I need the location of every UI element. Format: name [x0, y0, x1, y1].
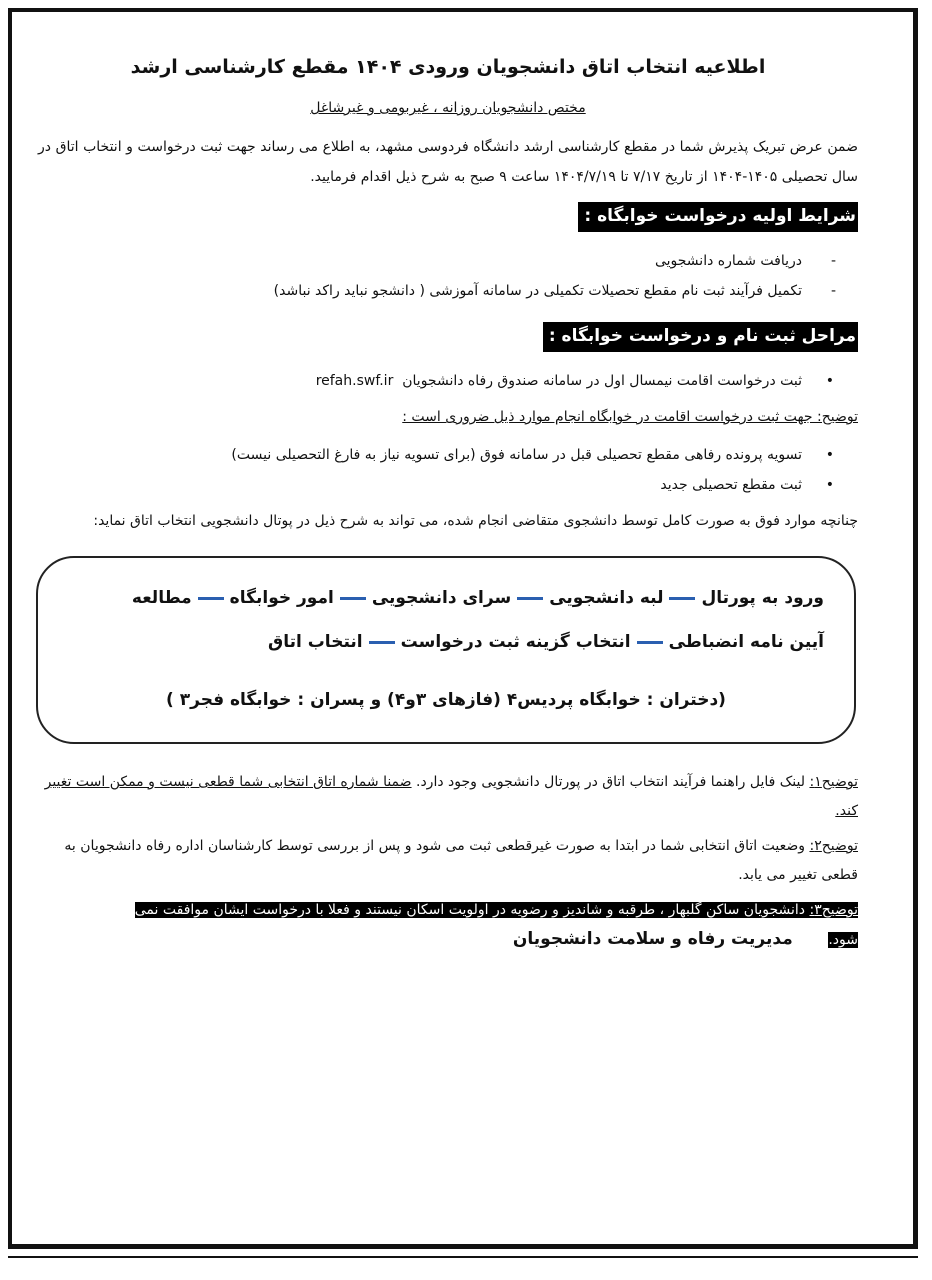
- requirements-note: [38, 402, 858, 432]
- list-item: • تسویه پرونده رفاهی مقطع تحصیلی قبل در سامانه فوق (برای تسویه نیاز به فارغ التحصیلی نیست): [38, 440, 836, 470]
- list-item: - تکمیل فرآیند ثبت نام مقطع تحصیلات تکمیلی در سامانه آموزشی ( دانشجو نباید راکد نباشد): [38, 276, 836, 306]
- list-item: - دریافت شماره دانشجویی: [38, 246, 836, 276]
- signature: مدیریت رفاه و سلامت دانشجویان: [512, 929, 793, 949]
- note-text: وضعیت اتاق انتخابی شما در ابتدا به صورت غیرقطعی ثبت می شود و پس از بررسی توسط کارشناسان اداره رفاه دانشجویان به قطعی تغییر می یابد.: [64, 838, 858, 883]
- intro-paragraph: ضمن عرض تبریک پذیرش شما در مقطع کارشناسی ارشد دانشگاه فردوسی مشهد، به اطلاع می رساند جهت ثبت درخواست و انتخاب اتاق در سال تحصیلی ۱۴۰۵-۱۴۰۴ از تاریخ ۷/۱۷ تا ۱۴۰۴/۷/۱۹ ساعت ۹ صبح به شرح ذیل اقدام فرمایید.: [38, 139, 858, 185]
- note-1: [38, 768, 858, 826]
- steps-list: [38, 366, 858, 396]
- requirements-note-text: توضیح: جهت ثبت درخواست اقامت در خوابگاه انجام موارد ذیل ضروری است :: [402, 409, 858, 425]
- arrow-icon: [340, 597, 366, 600]
- note-2: [38, 832, 858, 890]
- section-heading-conditions: شرایط اولیه درخواست خوابگاه :: [578, 202, 858, 232]
- refah-link[interactable]: refah.swf.ir: [315, 373, 394, 389]
- path-step: لبه دانشجویی: [549, 588, 664, 608]
- note-label: توضیح۳:: [809, 902, 858, 918]
- announcement-document: [38, 56, 858, 961]
- bottom-rule-thin: [8, 1256, 918, 1258]
- list-item: [38, 366, 836, 396]
- list-item: • ثبت مقطع تحصیلی جدید: [38, 470, 836, 500]
- arrow-icon: [637, 641, 663, 644]
- subtitle: [38, 100, 858, 116]
- note-text: دانشجویان ساکن گلبهار ، طرقبه و شاندیز و رضویه در اولویت اسکان نیستند و فعلا با درخواست ایشان موافقت نمی شود.: [134, 902, 858, 948]
- path-step: امور خوابگاه: [229, 588, 334, 608]
- path-step: سرای دانشجویی: [371, 588, 512, 608]
- path-line-1: [68, 576, 824, 620]
- notes-section: [38, 768, 858, 955]
- arrow-icon: [369, 641, 395, 644]
- path-step: آیین نامه انضباطی: [668, 632, 824, 652]
- path-step: انتخاب اتاق: [268, 632, 363, 652]
- conditions-list: [38, 246, 858, 306]
- dormitory-info: (دختران : خوابگاه پردیس۴ (فازهای ۳و۴) و پسران : خوابگاه فجر۳ ): [166, 690, 726, 710]
- arrow-icon: [669, 597, 695, 600]
- subtitle-text: مختص دانشجویان روزانه ، غیربومی و غیرشاغل: [310, 100, 586, 116]
- path-step: مطالعه: [131, 588, 192, 608]
- portal-instruction: چنانچه موارد فوق به صورت کامل توسط دانشجوی متقاضی انجام شده، می تواند به شرح ذیل در پوتال دانشجویی انتخاب اتاق نماید:: [93, 513, 858, 529]
- bottom-rule: [8, 1244, 918, 1249]
- requirements-list: [38, 440, 858, 500]
- note-3: [38, 896, 858, 955]
- path-step: ورود به پورتال: [701, 588, 824, 608]
- arrow-icon: [198, 597, 224, 600]
- arrow-icon: [517, 597, 543, 600]
- path-line-2: [68, 620, 824, 664]
- note-text-underlined: ضمنا شماره اتاق انتخابی شما قطعی نیست و ممکن است تغییر کند.: [44, 774, 858, 819]
- portal-path-box: [36, 556, 856, 744]
- section-heading-steps: مراحل ثبت نام و درخواست خوابگاه :: [543, 322, 858, 352]
- note-label: توضیح۲:: [809, 838, 858, 854]
- note-text: لینک فایل راهنما فرآیند انتخاب اتاق در پورتال دانشجویی وجود دارد.: [411, 774, 810, 790]
- list-item-text: ثبت درخواست اقامت نیمسال اول در سامانه صندوق رفاه دانشجویان: [402, 373, 802, 389]
- page-title: اطلاعیه انتخاب اتاق دانشجویان ورودی ۱۴۰۴ مقطع کارشناسی ارشد: [130, 56, 766, 78]
- path-step: انتخاب گزینه ثبت درخواست: [400, 632, 631, 652]
- note-label: توضیح۱:: [809, 774, 858, 790]
